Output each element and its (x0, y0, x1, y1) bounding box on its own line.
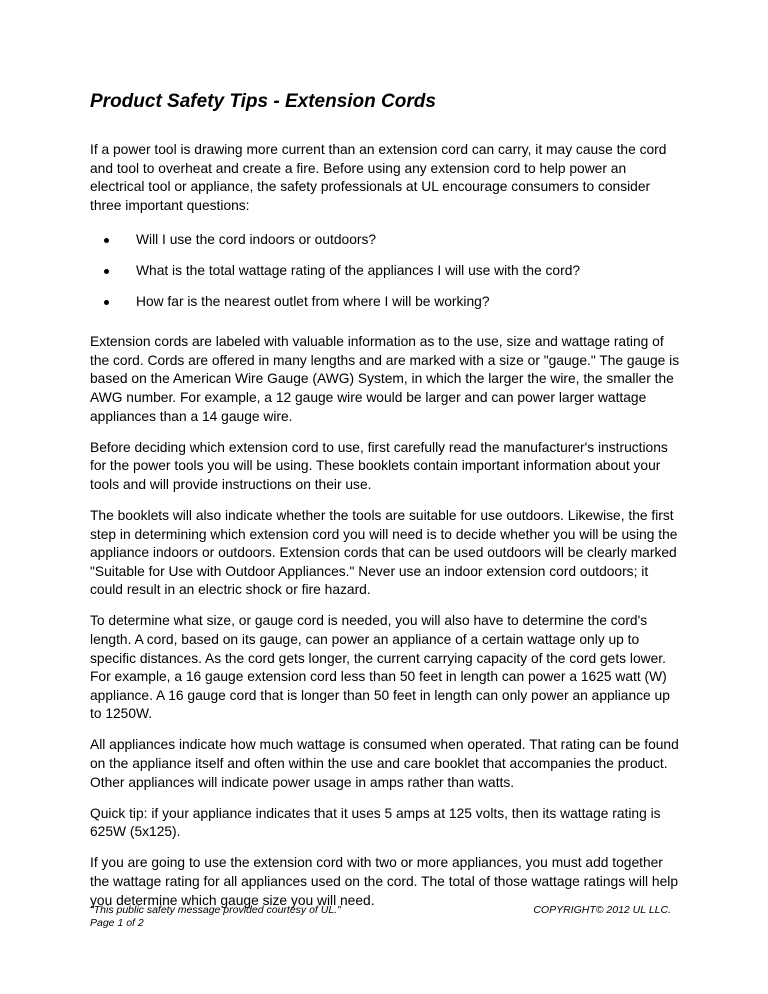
intro-paragraph: If a power tool is drawing more current than an extension cord can carry, it may cause the cord and tool to overheat and create a fire. Before using any extension cord to help power an electrical tool or appliance, the safety professionals at UL encourage consumers to consider three important questions: (90, 142, 667, 213)
paragraph-labels: Extension cords are labeled with valuable information as to the use, size and wattage rating of the cord. Cords are offered in many lengths and are marked with a size or "gauge." The gauge is based on the American Wire Gauge (AWG) System, in which the larger the wire, the smaller the AWG number. For example, a 12 gauge wire would be larger and can power larger wattage appliances than a 14 gauge wire. (90, 334, 680, 424)
paragraph-multiple-appliances: If you are going to use the extension cord with two or more appliances, you must add together the wattage rating for all appliances used on the cord. The total of those wattage ratings will help you determine which gauge size you will need. (90, 855, 679, 908)
bullet-icon (104, 238, 109, 243)
question-text: What is the total wattage rating of the appliances I will use with the cord? (136, 262, 581, 278)
list-item (90, 262, 682, 281)
questions-list (90, 231, 682, 311)
paragraph-quick-tip: Quick tip: if your appliance indicates that it uses 5 amps at 125 volts, then its wattage rating is 625W (5x125). (90, 805, 661, 840)
question-text: How far is the nearest outlet from where I will be working? (136, 293, 490, 309)
paragraph-instructions: Before deciding which extension cord to use, first carefully read the manufacturer's instructions for the power tools you will be using. These booklets contain important information about your tools and will provide instructions on their use. (90, 439, 668, 492)
footer-left (90, 904, 341, 930)
list-item (90, 293, 682, 312)
list-item (90, 231, 682, 250)
paragraph-gauge-length: To determine what size, or gauge cord is needed, you will also have to determine the cord's length. A cord, based on its gauge, can power an appliance of a certain wattage only up to specific distances. As the cord gets longer, the current carrying capacity of the cord gets lower. For example, a 16 gauge extension cord less than 50 feet in length can power a 1625 watt (W) appliance. A 16 gauge cord that is longer than 50 feet in length can only power an appliance up to 1250W. (90, 613, 670, 722)
courtesy-note: "This public safety message provided courtesy of UL." (90, 904, 341, 916)
paragraph-outdoor-use: The booklets will also indicate whether the tools are suitable for use outdoors. Likewise, the first step in determining which extension cord you will need is to decide whether you will be using the appliance indoors or outdoors. Extension cords that can be used outdoors will be clearly marked "Suitable for Use with Outdoor Appliances." Never use an indoor extension cord outdoors; it could result in an electric shock or fire hazard. (90, 507, 678, 598)
bullet-icon (104, 300, 109, 305)
copyright-notice: COPYRIGHT© 2012 UL LLC. (533, 904, 671, 916)
question-text: Will I use the cord indoors or outdoors? (136, 232, 377, 248)
bullet-icon (104, 269, 109, 274)
document-body (90, 141, 682, 923)
page-number: Page 1 of 2 (90, 917, 144, 929)
page-title: Product Safety Tips - Extension Cords (90, 91, 436, 112)
paragraph-wattage: All appliances indicate how much wattage is consumed when operated. That rating can be found on the appliance itself and often within the use and care booklet that accompanies the product. Other appliances will indicate power usage in amps rather than watts. (90, 737, 679, 790)
